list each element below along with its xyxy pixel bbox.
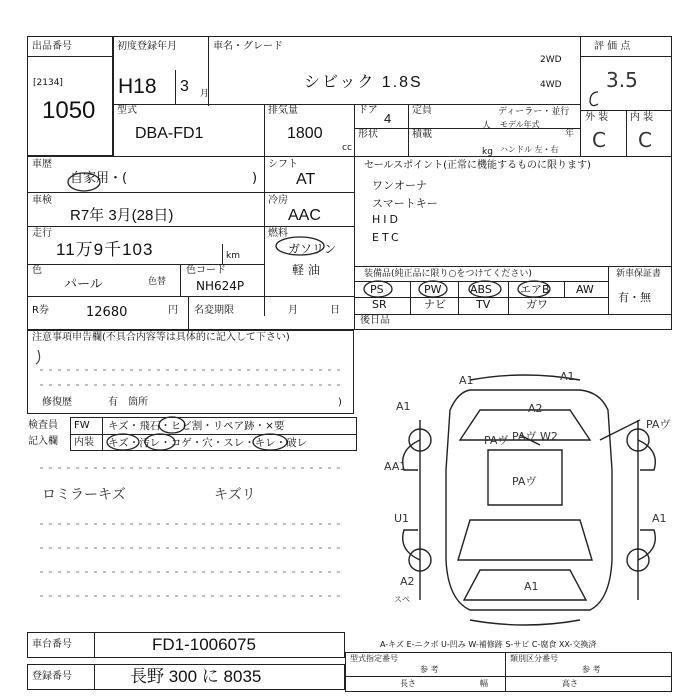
deadline-label: 名変期限 [194, 305, 234, 316]
form-label: 型式指定番号 [350, 654, 398, 663]
type-label: 型式 [117, 105, 137, 116]
recycle-value: 12680 [86, 305, 128, 320]
circle-fuel [276, 237, 324, 255]
deadline-day: 日 [330, 305, 340, 316]
recycle-unit: 円 [168, 305, 178, 316]
circle-wear [253, 434, 287, 450]
legend-row1: キズ・飛石・ヒビ割・リペア跡・×要 [108, 420, 285, 432]
lot-label: 出品番号 [32, 41, 72, 52]
chassis-value: FD1-1006075 [152, 635, 256, 654]
recycle-label: R券 [32, 305, 49, 316]
mileage-value: 11万9千103 [56, 240, 154, 259]
svg-text:A1: A1 [560, 370, 575, 383]
width-label: 幅 [480, 679, 488, 688]
legend-interior: 内装 [74, 437, 94, 448]
type-value: DBA-FD1 [135, 125, 204, 142]
repair-close: ) [338, 397, 342, 408]
mileage-label: 走行 [32, 228, 52, 239]
circle-history [68, 173, 100, 191]
circle-pw [419, 281, 447, 297]
reg-month-num: 3 [180, 78, 189, 95]
circle-ps [364, 281, 392, 297]
remark-text-2: キズリ [214, 487, 256, 503]
deadline-month: 月 [288, 305, 298, 316]
code-label: 色コード [186, 265, 226, 276]
history-close: ) [252, 171, 258, 186]
svg-text:U1: U1 [394, 512, 410, 525]
sales-label: セールスポイント(正常に機能するものに限ります) [364, 160, 591, 171]
remark-text: ロミラーキズ [42, 487, 126, 503]
svg-text:A2: A2 [528, 402, 543, 415]
color-num-label: 色替 [148, 277, 167, 287]
model-label: 車名・グレード [213, 41, 283, 52]
model-name: シビック 1.8S [304, 74, 423, 91]
ac-value: AAC [288, 207, 321, 224]
equip-ps: PS [370, 283, 384, 296]
circle-airbag [518, 281, 550, 297]
reg-month-unit: 月 [200, 89, 210, 99]
height-label: 高さ [562, 679, 578, 688]
lot-number: 1050 [42, 97, 96, 124]
sales-point-3: HID [372, 213, 401, 226]
handle-label: ハンドル 左・右 [500, 145, 559, 154]
circle-dirt [145, 434, 175, 450]
grade-label: 評 価 点 [594, 41, 631, 52]
reg-era: H18 [118, 75, 157, 98]
fuel-value: ガソリン [288, 242, 337, 256]
disp-label: 排気量 [268, 105, 298, 116]
color-label: 色 [32, 265, 42, 276]
svg-text:PAヴ W2: PAヴ W2 [512, 430, 558, 443]
mileage-unit: km [226, 251, 240, 261]
equip-leather: ガワ [526, 298, 548, 311]
shift-value: AT [296, 171, 316, 188]
form-ref: 参 考 [420, 665, 439, 674]
svg-text:A1: A1 [459, 374, 474, 387]
circle-scratch [107, 434, 139, 450]
shift-label: シフト [268, 159, 298, 170]
load-label: 積載 [412, 129, 432, 140]
inspector-label: 検査員 [28, 420, 58, 431]
equip-aw: AW [576, 283, 594, 296]
svg-text:PAヴ: PAヴ [512, 475, 537, 488]
svg-text:AA1: AA1 [384, 460, 407, 473]
circle-stone [159, 417, 185, 433]
svg-text:PAヴ: PAヴ [646, 418, 671, 431]
svg-text:スペ: スペ [394, 595, 410, 604]
plate-value: 長野 300 に 8035 [130, 667, 262, 686]
doors-label: ドア [358, 105, 378, 116]
chassis-label: 車台番号 [32, 639, 72, 650]
circle-abs [469, 281, 501, 297]
repair-place: 箇所 [128, 397, 148, 408]
year-unit: 年 [565, 129, 575, 139]
equip-abs: ABS [470, 283, 492, 296]
dealer-label: ディーラー・並行 [498, 107, 570, 117]
repair-value: 有 [108, 397, 118, 408]
drive-4wd: 4WD [540, 80, 562, 90]
legend-fw: FW [74, 420, 90, 431]
class-label: 類別区分番号 [510, 654, 558, 663]
class-ref: 参 考 [582, 665, 601, 674]
ext-value: C [592, 128, 606, 152]
cap-unit: 人 [482, 121, 492, 131]
sales-point-2: スマートキー [372, 197, 438, 210]
disp-value: 1800 [287, 125, 323, 142]
warranty-label: 新車保証書 [616, 269, 662, 279]
fuel-label: 燃料 [268, 228, 288, 239]
inspection-value: R7年 3月(28日) [70, 207, 174, 224]
color-value: パール [64, 277, 103, 292]
repair-label: 修復歴 [42, 397, 72, 408]
equip-tv: TV [476, 298, 491, 311]
equip-airbag: エアB [520, 283, 550, 296]
load-unit: kg [482, 147, 493, 157]
cap-label: 定員 [412, 105, 432, 116]
equip-navi: ナビ [424, 298, 446, 311]
history-label: 車歴 [32, 159, 52, 170]
equip-sr: SR [372, 298, 387, 311]
svg-text:A1: A1 [396, 400, 411, 413]
length-label: 長さ [400, 679, 416, 688]
later-label: 後日品 [360, 315, 390, 326]
note-scribble [36, 350, 40, 364]
legend-row2: キズ・汚レ・コゲ・穴・スレ・キレ・破レ [108, 437, 308, 449]
disp-unit: cc [342, 143, 352, 153]
inspection-label: 車検 [32, 195, 52, 206]
sales-point-1: ワンオーナ [372, 179, 427, 192]
doors-value: 4 [384, 111, 392, 126]
grade-value: 3.5 [606, 68, 638, 92]
svg-text:A2: A2 [400, 575, 415, 588]
sales-point-4: ETC [372, 231, 402, 244]
reg-label: 初度登録年月 [117, 41, 177, 52]
drive-2wd: 2WD [540, 55, 562, 65]
int-value: C [638, 128, 652, 152]
ac-label: 冷房 [268, 195, 288, 206]
plate-label: 登録番号 [32, 671, 72, 682]
svg-text:A1: A1 [652, 512, 667, 525]
model-year-label: モデル年式 [500, 120, 540, 129]
grade-scribble [590, 92, 598, 106]
entry-label: 記入欄 [28, 436, 58, 447]
int-label: 内 装 [630, 112, 654, 123]
equipment-label: 装備品(純正品に限り○をつけてください) [364, 269, 532, 279]
code-value: NH624P [196, 279, 245, 293]
svg-text:A1: A1 [524, 580, 539, 593]
shape-label: 形状 [358, 129, 378, 140]
notes-label: 注意事項申告欄(不具合内容等は具体的に記入して下さい) [32, 332, 290, 343]
dashed-note-lines [40, 370, 345, 596]
svg-text:PAヴ: PAヴ [484, 434, 509, 447]
diagram-legend: A-キズ E-ニクボ U-凹み W-補修跡 S-サビ C-腐食 XX-交換済 [380, 640, 597, 649]
history-value: 自家用・( [70, 171, 128, 186]
fuel-alt: 軽 油 [292, 263, 320, 277]
warranty-value: 有・無 [618, 291, 651, 304]
equip-pw: PW [424, 283, 442, 296]
lot-sub: [2134] [33, 78, 63, 88]
ext-label: 外 装 [585, 112, 609, 123]
